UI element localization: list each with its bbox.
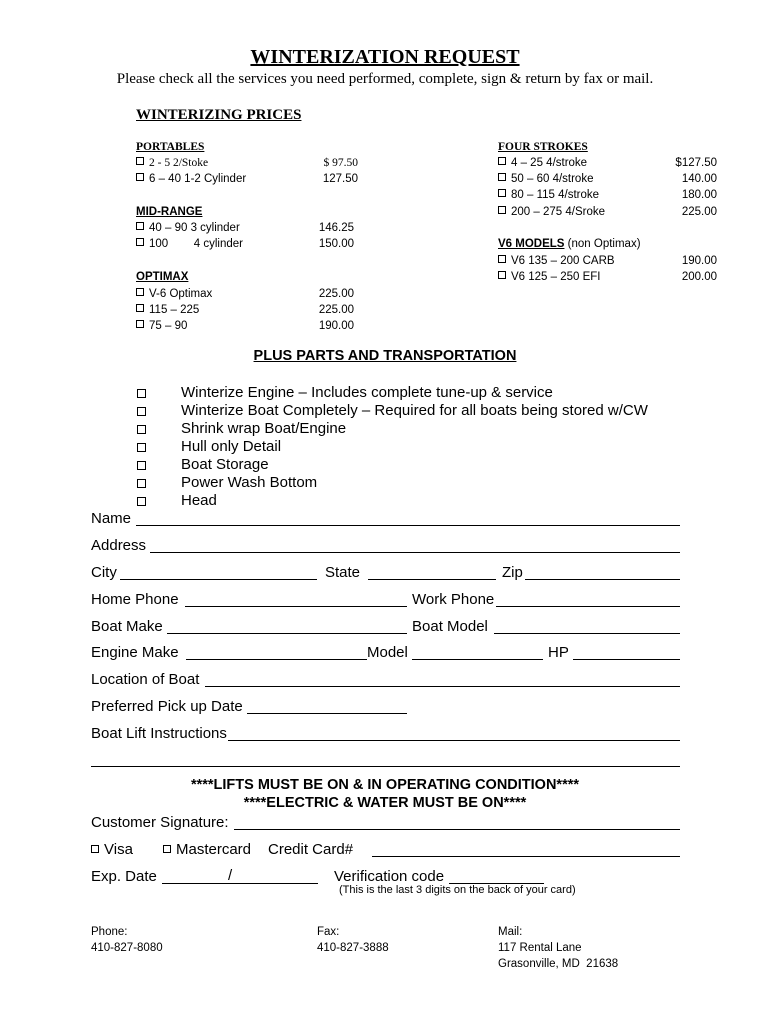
checkbox[interactable]: [136, 320, 144, 328]
name-label: Name: [91, 510, 132, 527]
pickup-date-field[interactable]: [247, 713, 407, 714]
credit-card-field[interactable]: [372, 856, 680, 857]
visa-checkbox[interactable]: [91, 845, 99, 853]
lift-instructions-field[interactable]: [228, 740, 680, 741]
city-field[interactable]: [120, 579, 317, 580]
price-value: 140.00: [681, 173, 717, 185]
signature-field[interactable]: [234, 829, 680, 830]
price-value: 146.25: [318, 222, 354, 234]
form-title: WINTERIZATION REQUEST: [250, 46, 520, 68]
engine-make-label: Engine Make: [91, 644, 179, 661]
portables-heading: PORTABLES: [136, 141, 205, 153]
boat-make-field[interactable]: [167, 633, 407, 634]
checkbox[interactable]: [136, 304, 144, 312]
pickup-date-label: Preferred Pick up Date: [91, 698, 243, 715]
price-item-v6-1[interactable]: V6 135 – 200 CARB: [498, 255, 615, 267]
state-field[interactable]: [368, 579, 496, 580]
price-value: 127.50: [322, 173, 358, 185]
service-checkbox[interactable]: [137, 407, 146, 416]
checkbox[interactable]: [136, 157, 144, 165]
zip-label: Zip: [502, 564, 523, 581]
checkbox[interactable]: [498, 206, 506, 214]
verification-note: (This is the last 3 digits on the back of your card): [339, 884, 576, 896]
address-field[interactable]: [150, 552, 680, 553]
price-value: 150.00: [318, 238, 354, 250]
boat-model-field[interactable]: [494, 633, 680, 634]
service-item: Shrink wrap Boat/Engine: [181, 420, 347, 437]
service-item: Head: [181, 492, 217, 509]
zip-field[interactable]: [525, 579, 680, 580]
price-item-midrange-1[interactable]: 40 – 90 3 cylinder: [136, 222, 240, 234]
price-value: 180.00: [681, 189, 717, 201]
price-value: 225.00: [681, 206, 717, 218]
exp-date-label: Exp. Date: [91, 868, 157, 885]
verification-label: Verification code: [334, 868, 445, 885]
four-strokes-heading: FOUR STROKES: [498, 141, 588, 153]
hp-field[interactable]: [573, 659, 680, 660]
price-item-fourstroke-3[interactable]: 80 – 115 4/stroke: [498, 189, 599, 201]
address-label: Address: [91, 537, 147, 554]
service-item: Winterize Engine – Includes complete tune-up & service: [181, 384, 553, 401]
mastercard-checkbox[interactable]: [163, 845, 171, 853]
price-item-optimax-2[interactable]: 115 – 225: [136, 304, 199, 316]
form-subtitle: Please check all the services you need performed, complete, sign & return by fax or mail.: [116, 71, 654, 87]
location-label: Location of Boat: [91, 671, 200, 688]
service-checkbox[interactable]: [137, 461, 146, 470]
service-checkbox[interactable]: [137, 443, 146, 452]
price-value: 190.00: [318, 320, 354, 332]
price-value: 190.00: [681, 255, 717, 267]
service-item: Hull only Detail: [181, 438, 282, 455]
boat-model-label: Boat Model: [412, 618, 488, 635]
boat-make-label: Boat Make: [91, 618, 163, 635]
prices-heading: WINTERIZING PRICES: [136, 107, 302, 123]
electric-warning: ****ELECTRIC & WATER MUST BE ON****: [243, 795, 527, 811]
service-item: Power Wash Bottom: [181, 474, 318, 491]
city-label: City: [91, 564, 117, 581]
price-item-optimax-3[interactable]: 75 – 90: [136, 320, 187, 332]
price-item-portable-1[interactable]: 2 - 5 2/Stoke: [136, 157, 208, 169]
model-field[interactable]: [412, 659, 543, 660]
price-item-fourstroke-1[interactable]: 4 – 25 4/stroke: [498, 157, 587, 169]
price-item-portable-2[interactable]: 6 – 40 1-2 Cylinder: [136, 173, 246, 185]
footer-fax: Fax: 410-827-3888: [317, 926, 389, 954]
home-phone-field[interactable]: [185, 606, 407, 607]
visa-option[interactable]: Visa: [91, 841, 133, 858]
checkbox[interactable]: [498, 157, 506, 165]
lift-instructions-label: Boat Lift Instructions: [91, 725, 227, 742]
price-item-v6-2[interactable]: V6 125 – 250 EFI: [498, 271, 601, 283]
price-value: $ 97.50: [323, 157, 358, 169]
service-checkbox[interactable]: [137, 389, 146, 398]
v6-models-heading: V6 MODELS (non Optimax): [498, 238, 641, 250]
lifts-warning: ****LIFTS MUST BE ON & IN OPERATING CONDITION****: [190, 777, 580, 793]
price-value: 225.00: [318, 288, 354, 300]
exp-date-field[interactable]: [162, 883, 318, 884]
service-checkbox[interactable]: [137, 497, 146, 506]
optimax-heading: OPTIMAX: [136, 271, 189, 283]
checkbox[interactable]: [136, 238, 144, 246]
price-item-optimax-1[interactable]: V-6 Optimax: [136, 288, 212, 300]
footer-phone: Phone: 410-827-8080: [91, 926, 163, 954]
price-value: $127.50: [675, 157, 717, 169]
home-phone-label: Home Phone: [91, 591, 179, 608]
service-checkbox[interactable]: [137, 479, 146, 488]
checkbox[interactable]: [498, 173, 506, 181]
checkbox[interactable]: [498, 189, 506, 197]
checkbox[interactable]: [498, 255, 506, 263]
service-item: Boat Storage: [181, 456, 269, 473]
engine-make-field[interactable]: [186, 659, 367, 660]
price-item-midrange-2[interactable]: 100 4 cylinder: [136, 238, 243, 250]
state-label: State: [325, 564, 361, 581]
checkbox[interactable]: [136, 288, 144, 296]
work-phone-field[interactable]: [496, 606, 680, 607]
price-item-fourstroke-2[interactable]: 50 – 60 4/stroke: [498, 173, 593, 185]
credit-card-label: Credit Card#: [268, 841, 354, 858]
checkbox[interactable]: [498, 271, 506, 279]
model-label: Model: [367, 644, 408, 661]
plus-parts-heading: PLUS PARTS AND TRANSPORTATION: [253, 348, 517, 364]
service-item: Winterize Boat Completely – Required for all boats being stored w/CW: [181, 402, 648, 419]
lift-instructions-field-2[interactable]: [91, 766, 680, 767]
price-item-fourstroke-4[interactable]: 200 – 275 4/Sroke: [498, 206, 605, 218]
price-value: 200.00: [681, 271, 717, 283]
checkbox[interactable]: [136, 173, 144, 181]
exp-date-slash: /: [228, 867, 233, 884]
location-field[interactable]: [205, 686, 680, 687]
work-phone-label: Work Phone: [412, 591, 495, 608]
checkbox[interactable]: [136, 222, 144, 230]
mastercard-option[interactable]: Mastercard: [163, 841, 251, 858]
price-value: 225.00: [318, 304, 354, 316]
name-field[interactable]: [136, 525, 680, 526]
mid-range-heading: MID-RANGE: [136, 206, 203, 218]
signature-label: Customer Signature:: [91, 814, 229, 831]
footer-mail: Mail: 117 Rental Lane Grasonville, MD 21638: [498, 926, 619, 970]
hp-label: HP: [548, 644, 569, 661]
service-checkbox[interactable]: [137, 425, 146, 434]
